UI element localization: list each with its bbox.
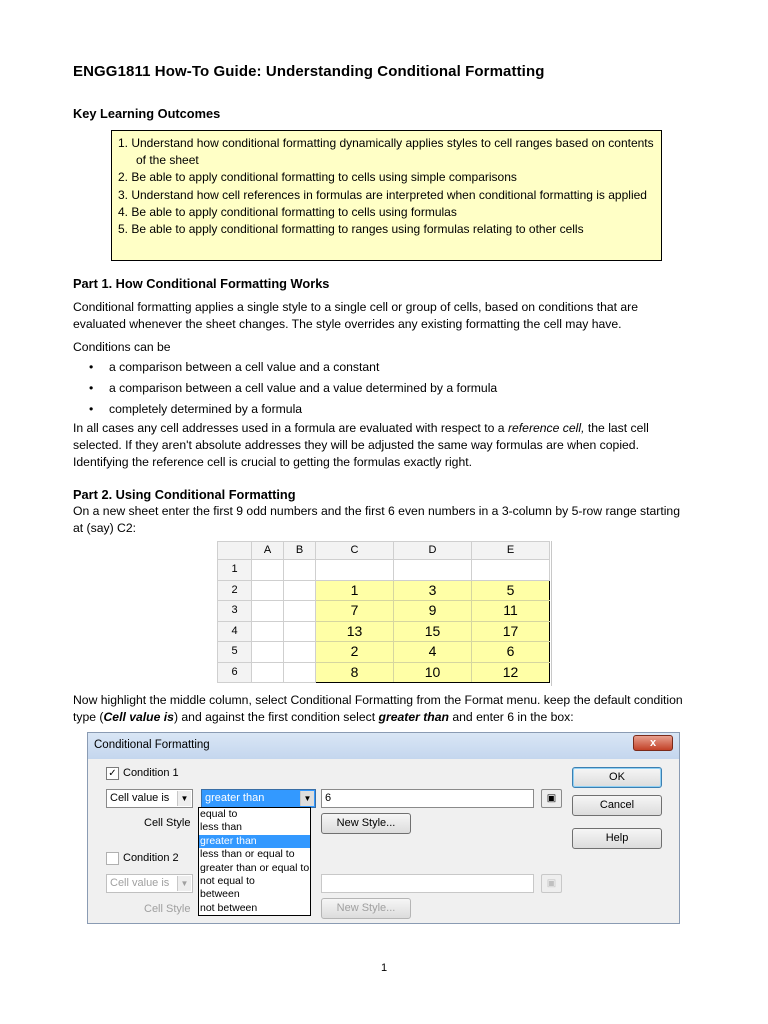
cell [284,621,316,642]
value-cell: 13 [316,621,394,642]
cell [472,560,550,581]
condition2-label: Condition 2 [123,852,179,864]
conditional-formatting-dialog [87,732,680,924]
row-header: 3 [218,601,252,622]
column-header: A [252,542,284,560]
shrink-icon[interactable]: ▣ [541,874,562,893]
cell [394,560,472,581]
condition2-cell-style-label: Cell Style [144,903,191,915]
chevron-down-icon[interactable]: ▼ [177,876,191,891]
dropdown-option[interactable]: equal to [200,808,238,820]
list-item: • a comparison between a cell value and a constant [73,359,497,380]
condition2-new-style-button[interactable]: New Style... [321,898,411,919]
outcome-item: 4. Be able to apply conditional formatting to cells using formulas [118,204,457,219]
value-cell: 1 [316,580,394,601]
cell [284,560,316,581]
condition2-checkbox[interactable] [106,852,119,865]
dialog-body [88,759,679,923]
value-cell: 8 [316,662,394,683]
cell [316,560,394,581]
dialog-title: Conditional Formatting [94,739,210,751]
select-value: greater than [205,792,265,804]
shrink-icon[interactable]: ▣ [541,789,562,808]
emphasis-reference-cell: reference cell, [507,421,585,435]
cell [284,662,316,683]
cell [252,642,284,663]
value-cell: 15 [394,621,472,642]
key-outcomes-heading: Key Learning Outcomes [73,106,221,121]
row-header: 1 [218,560,252,581]
help-button[interactable]: Help [572,828,662,849]
document-title: ENGG1811 How-To Guide: Understanding Conditional Formatting [73,63,545,80]
chevron-down-icon[interactable]: ▼ [177,791,191,806]
value-cell: 3 [394,580,472,601]
select-value: Cell value is [110,792,170,804]
condition1-operator-select[interactable] [201,789,316,808]
dropdown-option[interactable]: less than [200,821,243,834]
text-run: and enter 6 in the box: [448,710,574,724]
value-cell: 11 [472,601,550,622]
outcome-item: 1. Understand how conditional formatting dynamically applies styles to cell ranges based on contents of the sheet [118,136,654,168]
cell [284,580,316,601]
part2-heading: Part 2. Using Conditional Formatting [73,487,296,502]
value-cell: 12 [472,662,550,683]
cell [284,642,316,663]
column-header: D [394,542,472,560]
cell [252,621,284,642]
operator-dropdown-list [198,807,311,916]
emphasis-greater-than: greater than [378,710,449,724]
condition1-new-style-button[interactable]: New Style... [321,813,411,834]
page-number: 1 [380,962,388,974]
text-run: In all cases any cell addresses used in a formula are evaluated with respect to a [73,421,508,435]
text-run: Now highlight the middle column, select Conditional Formatting from the Format menu. keep the default condition type ( [73,693,683,724]
dropdown-option[interactable]: less than or equal to [200,848,295,861]
condition1-checkbox[interactable]: ✓ [106,767,119,780]
value-cell: 6 [472,642,550,663]
condition1-value-input[interactable]: 6 [321,789,534,808]
value-cell: 2 [316,642,394,663]
condition1-cell-style-label: Cell Style [144,817,191,829]
corner-cell [218,542,252,560]
dropdown-option-selected[interactable]: greater than [199,835,310,848]
cancel-button[interactable]: Cancel [572,795,662,816]
row-header: 4 [218,621,252,642]
ok-button[interactable]: OK [572,767,662,788]
outcome-item: 5. Be able to apply conditional formatting to ranges using formulas relating to other cells [118,222,584,237]
dialog-titlebar [88,733,679,759]
emphasis-cell-value-is: Cell value is [103,710,174,724]
text-run: ) and against the first condition select [173,710,379,724]
value-cell: 17 [472,621,550,642]
cell [252,580,284,601]
outcome-item: 3. Understand how cell references in formulas are interpreted when conditional formatting is applied [118,187,647,202]
key-outcomes-box [111,130,662,261]
part1-paragraph: Conditional formatting applies a single style to a single cell or group of cells, based on conditions that are evaluated whenever the sheet changes. The style overrides any existing formatting the cell may have. [73,300,639,331]
instruction-paragraph [73,692,683,726]
column-header: C [316,542,394,560]
outcome-item: 2. Be able to apply conditional formatting to cells using simple comparisons [118,170,517,185]
column-header: E [472,542,550,560]
row-header: 2 [218,580,252,601]
list-item: • a comparison between a cell value and a value determined by a formula [73,380,497,401]
cell [252,662,284,683]
dropdown-option[interactable]: greater than or equal to [200,861,310,874]
part1-heading: Part 1. How Conditional Formatting Works [73,276,330,291]
chevron-down-icon[interactable]: ▼ [300,791,314,806]
row-header: 6 [218,662,252,683]
spreadsheet-grid [217,541,552,686]
dropdown-option[interactable]: between [200,888,240,901]
condition2-type-select[interactable] [106,874,193,893]
cell [284,601,316,622]
dropdown-option[interactable]: not between [200,901,258,914]
value-cell: 9 [394,601,472,622]
condition1-label: Condition 1 [123,767,179,779]
row-header: 5 [218,642,252,663]
conditions-list [73,359,497,422]
value-cell: 7 [316,601,394,622]
value-cell: 10 [394,662,472,683]
value-cell: 4 [394,642,472,663]
condition1-type-select[interactable] [106,789,193,808]
cell [252,560,284,581]
value-cell: 5 [472,580,550,601]
close-button[interactable]: x [633,735,673,751]
select-value: Cell value is [110,877,170,889]
part2-paragraph: On a new sheet enter the first 9 odd numbers and the first 6 even numbers in a 3-column by 5-row range starting at (say) C2: [73,504,680,535]
list-item: • completely determined by a formula [73,401,497,422]
conditions-intro: Conditions can be [73,340,171,354]
condition2-value-input[interactable] [321,874,534,893]
text-run: the last cell selected. If they aren't absolute addresses they will be adjusted the same way formulas are when copied. Identifying the reference cell is crucial to getting the formulas exactly right. [73,421,649,469]
cell [252,601,284,622]
column-header: B [284,542,316,560]
reference-cell-paragraph [73,420,683,471]
dropdown-option[interactable]: not equal to [200,875,255,888]
